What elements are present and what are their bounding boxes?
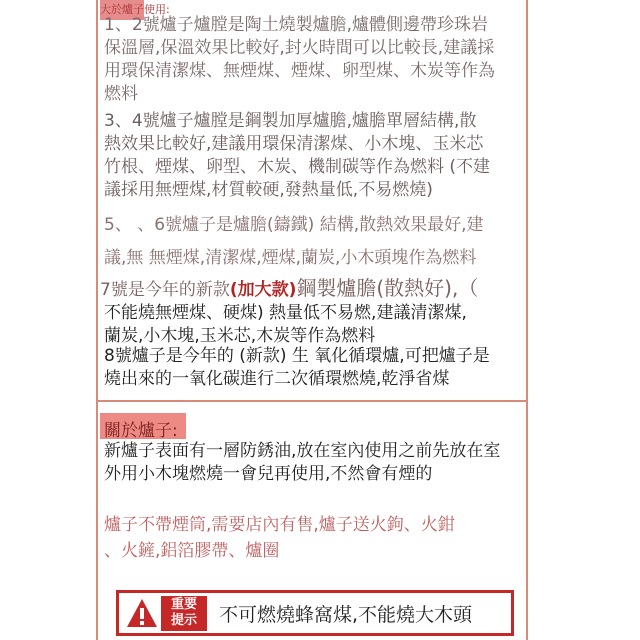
usage-paragraph-3-line-2: 議,無 無煙煤,清潔煤,煙煤,蘭炭,小木頭塊作為燃料: [104, 248, 477, 268]
notice-text: 不可燃燒蜂窩煤,不能燒大木頭: [219, 604, 473, 626]
section-divider: [96, 400, 528, 402]
accessories-paragraph: 爐子不帶煙筒,需要店內有售,爐子送火鉤、火鉗 、火鏟,鋁箔膠帶、爐圈: [104, 515, 455, 561]
about-paragraph: 新爐子表面有一層防銹油,放在室內使用之前先放在室 外用小木塊燃燒一會兒再使用,不然會有煙的: [104, 441, 501, 484]
usage-paragraph-1: 1、2號爐子爐膛是陶土燒製爐膽,爐體側邊帶珍珠岩 保溫層,保溫效果比較好,封火時間可以比較長,建議採 用環保清潔煤、無煙煤、煙煤、卵型煤、木炭等作為 燃料: [104, 15, 495, 104]
usage-paragraph-5: 8號爐子是今年的 (新款) 生 氧化循環爐,可把爐子是 燒出來的一氧化碳進行二次循環燃燒,乾淨省煤: [104, 346, 490, 389]
left-border-line: [96, 0, 98, 640]
usage-paragraph-3-line-1: 5、 、6號爐子是爐膽(鑄鐵) 結構,散熱效果最好,建: [104, 215, 484, 235]
right-border-line: [526, 0, 528, 640]
important-badge: 重要 提示: [161, 596, 207, 631]
usage-heading: 大於爐子使用:: [100, 3, 170, 16]
new-model-tag: (加大款): [229, 280, 297, 300]
usage-paragraph-4-line-1: 7號是今年的新款(加大款)鋼製爐膽(散熱好),（: [100, 276, 479, 300]
usage-paragraph-4-line-3: 蘭炭,小木塊,玉米芯,木炭等作為燃料: [104, 326, 376, 346]
usage-paragraph-4-line-2: 不能燒無煙煤、硬煤) 熱量低不易燃,建議清潔煤,: [104, 303, 467, 323]
warning-triangle-icon: [125, 597, 159, 629]
about-heading: 關於爐子:: [104, 421, 178, 441]
usage-paragraph-2: 3、4號爐子爐膛是鋼製加厚爐膽,爐膽單層結構,散 熱效果比較好,建議用環保清潔煤、小木塊、玉米芯 竹根、煙煤、卵型、木炭、機制碳等作為燃料 (不建 議採用無煙煤,材質較硬,發熱量低,不易燃燒): [104, 111, 491, 200]
important-notice-box: [116, 590, 514, 636]
